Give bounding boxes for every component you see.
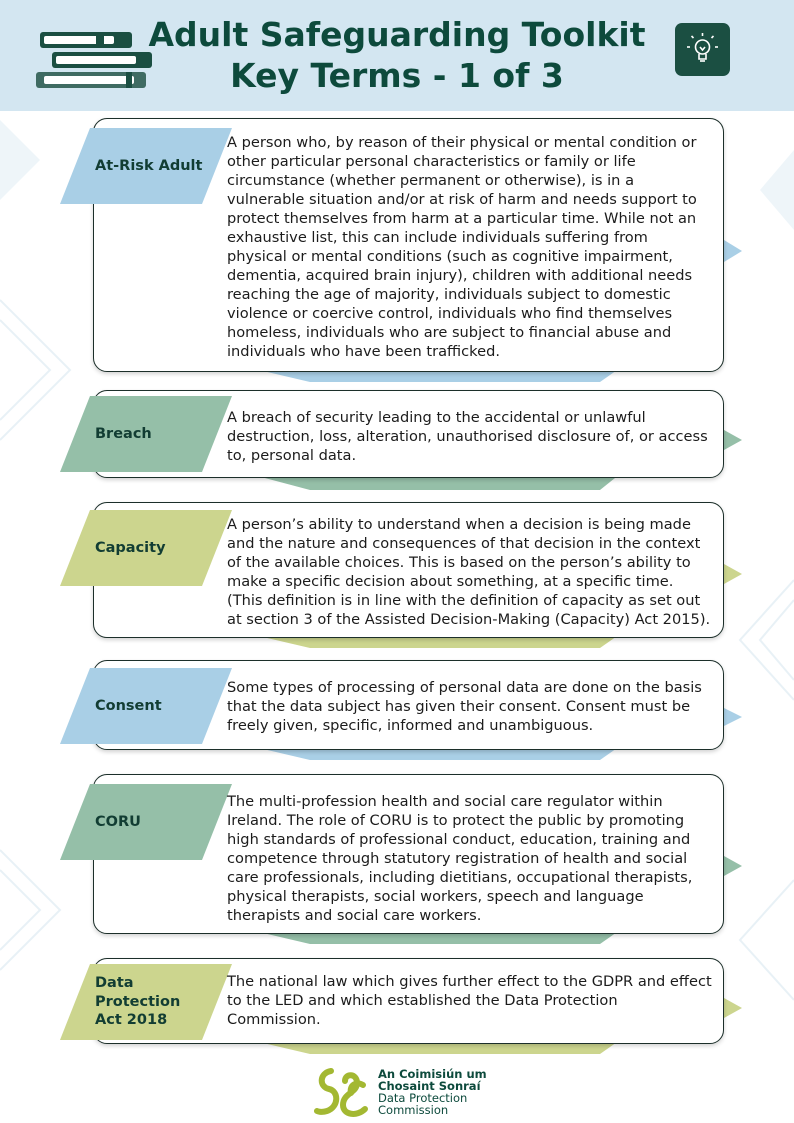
term-label <box>60 784 235 860</box>
org-english-line-2: Commission <box>378 1103 449 1117</box>
term-card-breach <box>60 390 730 478</box>
term-label-text: Data Protection Act 2018 <box>95 975 181 1029</box>
term-definition: The national law which gives further effect to the GDPR and effect to the LED and which established the Data Protection Commission. <box>227 973 712 1028</box>
term-label-text: At-Risk Adult <box>95 157 203 174</box>
term-label <box>60 396 235 472</box>
term-card-coru <box>60 774 730 934</box>
term-definition: A person’s ability to understand when a decision is being made and the nature and consequences of that decision in the context of the available choices. This is based on the person’s ability to make a specific decision about something, at a specific time. (This definition is in line with the definition of capacity as set out at section 3 of the Assisted Decision-Making (Capacity) Act 2015). <box>227 516 711 628</box>
term-label <box>60 510 235 586</box>
term-card-capacity <box>60 502 730 638</box>
term-label <box>60 668 235 744</box>
term-label <box>60 128 235 204</box>
term-label-text: Capacity <box>95 539 166 556</box>
term-card-at-risk-adult <box>60 118 730 372</box>
title-line-2: Key Terms - 1 of 3 <box>230 56 564 95</box>
term-label-text: CORU <box>95 813 141 830</box>
lightbulb-icon <box>675 23 730 76</box>
term-definition: Some types of processing of personal data are done on the basis that the data subject has given their consent. Consent must be freely given, specific, informed and unambiguous. <box>227 679 702 734</box>
term-definition: A breach of security leading to the accidental or unlawful destruction, loss, alteration, unauthorised disclosure of, or access to, personal data. <box>227 409 708 464</box>
title-line-1: Adult Safeguarding Toolkit <box>148 15 646 54</box>
dpc-logo <box>313 1065 373 1120</box>
term-label-text: Breach <box>95 425 152 442</box>
term-card-consent <box>60 660 730 750</box>
term-card-data-protection-act-2018 <box>60 958 730 1044</box>
term-label-text: Consent <box>95 697 162 714</box>
page-title <box>120 14 674 96</box>
org-irish-line-1: An Coimisiún um <box>378 1067 487 1081</box>
footer-org-name <box>378 1068 487 1116</box>
term-definition: The multi-profession health and social care regulator within Ireland. The role of CORU is to protect the public by promoting high standards of professional conduct, education, training and competence through statutory registration of health and social care professionals, including dietitians, occupational therapists, physical therapists, social workers, speech and language therapists and social care workers. <box>227 793 693 924</box>
page-header <box>0 0 794 111</box>
org-irish-line-2: Chosaint Sonraí <box>378 1079 481 1093</box>
term-definition: A person who, by reason of their physical or mental condition or other particular personal characteristics or family or life circumstance (whether permanent or otherwise), is in a vulnerable situation and/or at risk of harm and needs support to protect themselves from harm at a particular time. While not an exhaustive list, this can include individuals suffering from physical or mental conditions (such as cognitive impairment, dementia, acquired brain injury), children with additional needs reaching the age of majority, individuals subject to domestic violence or coercive control, individuals who find themselves homeless, individuals who are subject to financial abuse and individuals who have been trafficked. <box>227 134 697 360</box>
org-english-line-1: Data Protection <box>378 1091 468 1105</box>
term-label <box>60 964 235 1040</box>
